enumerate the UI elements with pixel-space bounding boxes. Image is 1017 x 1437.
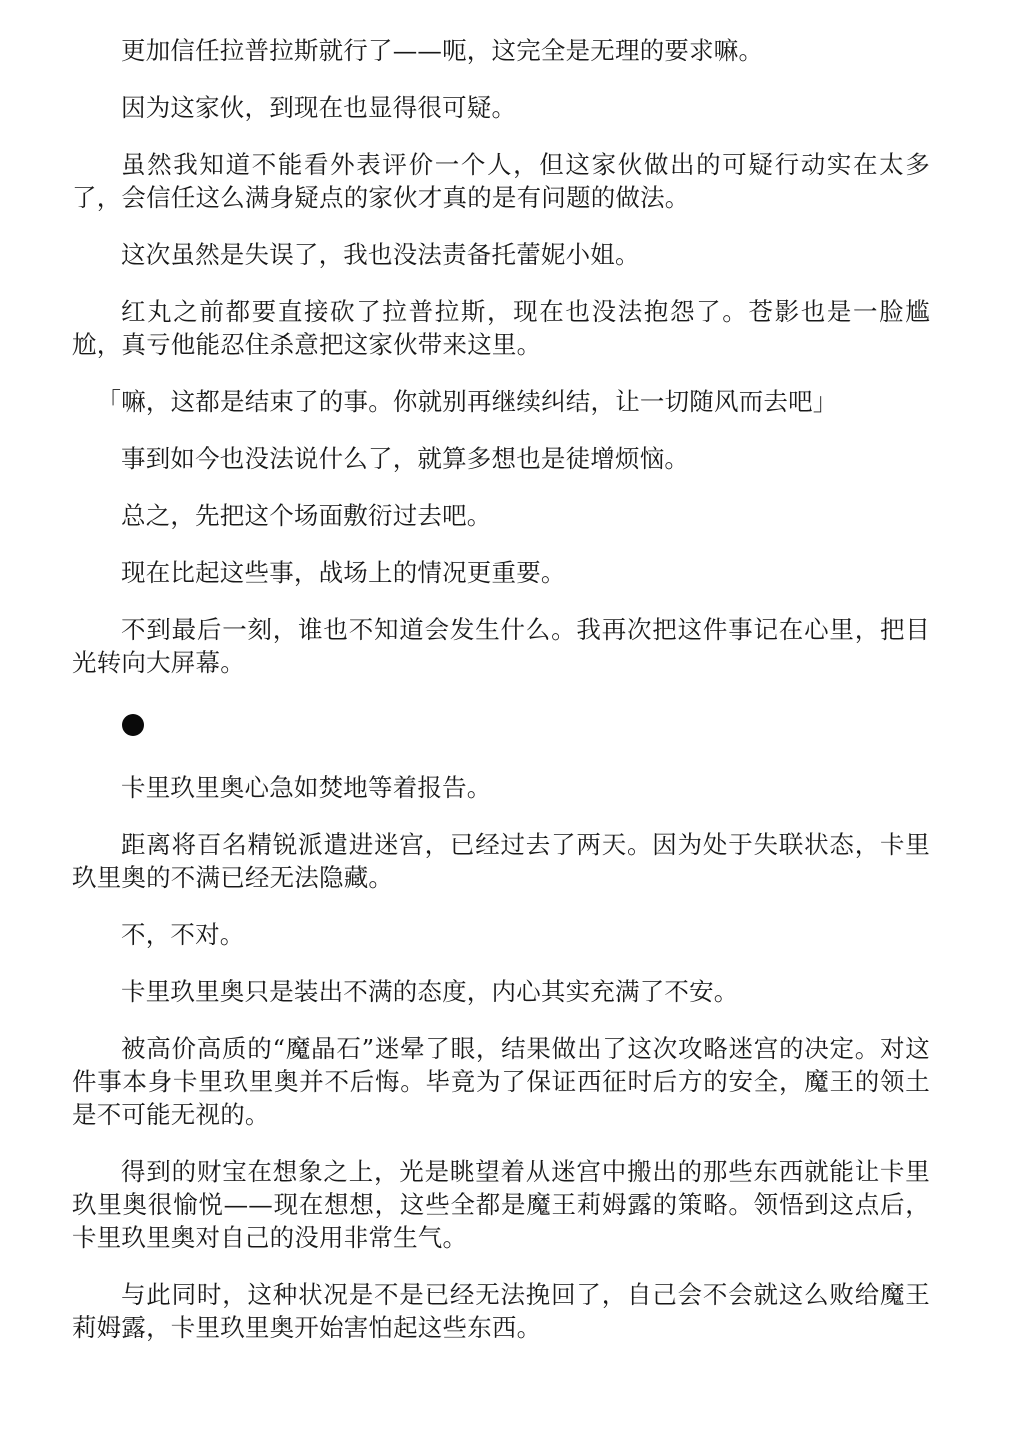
body-paragraph: 距离将百名精锐派遣进迷宫，已经过去了两天。因为处于失联状态，卡里玖里奥的不满已经无法隐藏。	[72, 830, 930, 892]
text-body	[72, 34, 930, 1344]
body-paragraph: 红丸之前都要直接砍了拉普拉斯，现在也没法抱怨了。苍影也是一脸尴尬，真亏他能忍住杀意把这家伙带来这里。	[72, 297, 930, 359]
body-paragraph: 更加信任拉普拉斯就行了——呃，这完全是无理的要求嘛。	[121, 36, 764, 65]
body-paragraph: 得到的财宝在想象之上，光是眺望着从迷宫中搬出的那些东西就能让卡里玖里奥很愉悦——现在想想，这些全都是魔王莉姆露的策略。领悟到这点后，卡里玖里奥对自己的没用非常生气。	[72, 1157, 930, 1252]
body-paragraph: 总之，先把这个场面敷衍过去吧。	[121, 501, 492, 530]
scene-break	[72, 703, 930, 747]
body-paragraph: 被高价高质的“魔晶石”迷晕了眼，结果做出了这次攻略迷宫的决定。对这件事本身卡里玖里奥并不后悔。毕竟为了保证西征时后方的安全，魔王的领土是不可能无视的。	[72, 1034, 930, 1129]
body-paragraph: 虽然我知道不能看外表评价一个人，但这家伙做出的可疑行动实在太多了，会信任这么满身疑点的家伙才真的是有问题的做法。	[72, 150, 930, 212]
body-paragraph: 事到如今也没法说什么了，就算多想也是徒增烦恼。	[121, 444, 690, 473]
body-paragraph: 现在比起这些事，战场上的情况更重要。	[121, 558, 566, 587]
body-paragraph: 与此同时，这种状况是不是已经无法挽回了，自己会不会就这么败给魔王莉姆露，卡里玖里奥开始害怕起这些东西。	[72, 1280, 930, 1342]
dialogue-paragraph: 「嘛，这都是结束了的事。你就别再继续纠结，让一切随风而去吧」	[96, 387, 838, 416]
body-paragraph: 因为这家伙，到现在也显得很可疑。	[121, 93, 517, 122]
body-paragraph: 卡里玖里奥心急如焚地等着报告。	[121, 773, 492, 802]
body-paragraph: 卡里玖里奥只是装出不满的态度，内心其实充满了不安。	[121, 977, 739, 1006]
body-paragraph: 不，不对。	[121, 920, 245, 949]
body-paragraph: 不到最后一刻，谁也不知道会发生什么。我再次把这件事记在心里，把目光转向大屏幕。	[72, 615, 930, 677]
body-paragraph: 这次虽然是失误了，我也没法责备托蕾妮小姐。	[121, 240, 640, 269]
scene-break-dot-icon	[122, 714, 144, 736]
